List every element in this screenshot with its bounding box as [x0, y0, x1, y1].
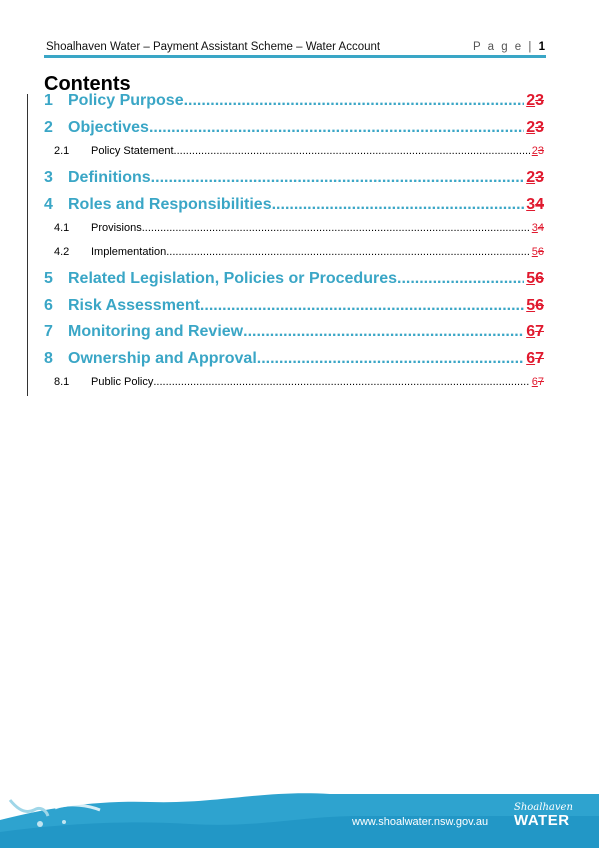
toc-page-inserted: 3: [531, 222, 538, 234]
toc-page-deleted: 7: [535, 323, 544, 340]
toc-entry-title[interactable]: Ownership and Approval: [68, 349, 257, 367]
toc-entry-number: 4: [44, 195, 53, 213]
toc-entry[interactable]: [44, 350, 544, 377]
toc-entry-number: 2: [44, 118, 53, 136]
toc-entry-title[interactable]: Related Legislation, Policies or Procedures: [68, 270, 397, 287]
toc-entry[interactable]: [44, 270, 544, 297]
toc-page-inserted: 2: [531, 145, 538, 157]
toc-entry-number: 8.1: [54, 376, 70, 388]
toc-leader-dots: [142, 222, 530, 234]
toc-page-deleted: 4: [535, 195, 544, 213]
toc-page-deleted: 3: [537, 145, 544, 157]
toc-page-ref[interactable]: [524, 119, 544, 137]
toc-page-deleted: 6: [535, 296, 544, 314]
toc-page-ref[interactable]: [530, 376, 544, 388]
toc-page-ref[interactable]: [524, 350, 544, 368]
toc-page-ref[interactable]: [524, 323, 544, 341]
toc-page-inserted: 2: [526, 118, 536, 136]
toc-entry[interactable]: [44, 246, 544, 270]
toc-entry-number: 7: [44, 323, 53, 340]
toc-entry[interactable]: [44, 297, 544, 324]
toc-entry[interactable]: [44, 169, 544, 196]
toc-leader-dots: [184, 92, 525, 110]
toc-leader-dots: [200, 297, 524, 315]
toc-leader-dots: [174, 145, 530, 157]
page-label: P a g e |: [472, 41, 534, 53]
toc-entry-number: 4.2: [54, 246, 70, 258]
toc-entry-title[interactable]: Provisions: [91, 222, 142, 234]
toc-leader-dots: [397, 270, 524, 288]
toc-page-inserted: 5: [526, 270, 536, 287]
toc-page-inserted: 5: [526, 296, 536, 314]
toc-entry-number: 8: [44, 349, 53, 367]
toc-entry-number: 1: [44, 92, 53, 109]
toc-entry-title[interactable]: Policy Purpose: [68, 92, 184, 109]
toc-page-inserted: 6: [526, 349, 536, 367]
page-footer: [0, 780, 599, 848]
revision-change-bar: [27, 94, 28, 396]
toc-entry[interactable]: [44, 323, 544, 350]
toc-entry-title[interactable]: Policy Statement: [91, 145, 174, 157]
toc-page-deleted: 3: [535, 118, 544, 136]
toc-page-inserted: 6: [526, 323, 536, 340]
toc-page-ref[interactable]: [530, 145, 544, 157]
toc-page-ref[interactable]: [524, 169, 544, 187]
toc-entry[interactable]: [44, 196, 544, 223]
toc-entry-title[interactable]: Objectives: [68, 118, 149, 136]
toc-entry-number: 3: [44, 169, 53, 186]
footer-website-link[interactable]: www.shoalwater.nsw.gov.au: [352, 816, 489, 828]
toc-leader-dots: [153, 376, 529, 388]
toc-entry-number: 4.1: [54, 222, 70, 234]
toc-page-deleted: 7: [537, 376, 544, 388]
toc-entry-number: 6: [44, 296, 53, 314]
shoalhaven-water-logo: Shoalhaven WATER: [514, 802, 573, 829]
toc-entry[interactable]: [44, 92, 544, 119]
toc-page-ref[interactable]: [524, 92, 544, 110]
toc-entry-title[interactable]: Implementation: [91, 246, 167, 258]
header-divider: [44, 55, 546, 58]
toc-entry-number: 2.1: [54, 145, 70, 157]
toc-leader-dots: [257, 350, 524, 368]
toc-page-deleted: 3: [535, 92, 544, 109]
toc-page-deleted: 3: [535, 169, 544, 186]
page-header: [46, 35, 545, 53]
toc-entry-number: 5: [44, 270, 53, 287]
toc-leader-dots: [151, 169, 525, 187]
toc-entry[interactable]: [44, 119, 544, 146]
toc-entry-title[interactable]: Risk Assessment: [68, 296, 200, 314]
footer-wave-graphic: [0, 780, 599, 848]
toc-page-deleted: 7: [535, 349, 544, 367]
toc-leader-dots: [166, 246, 530, 258]
toc-page-inserted: 5: [531, 246, 538, 258]
contents-heading: Contents: [44, 73, 131, 95]
toc-page-inserted: 2: [526, 92, 536, 109]
toc-page-inserted: 6: [531, 376, 538, 388]
document-title: Shoalhaven Water – Payment Assistant Scheme – Water Account: [46, 41, 381, 53]
toc-entry-title[interactable]: Definitions: [68, 169, 151, 186]
toc-page-deleted: 4: [537, 222, 544, 234]
toc-entry-title[interactable]: Roles and Responsibilities: [68, 195, 272, 213]
table-of-contents: [44, 92, 544, 400]
toc-page-ref[interactable]: [524, 297, 544, 315]
toc-entry-title[interactable]: Monitoring and Review: [68, 323, 244, 340]
toc-page-inserted: 3: [526, 195, 536, 213]
toc-leader-dots: [272, 196, 525, 214]
toc-page-ref[interactable]: [530, 222, 544, 234]
toc-entry-title[interactable]: Public Policy: [91, 376, 154, 388]
page-number: 1: [538, 41, 545, 53]
toc-page-ref[interactable]: [524, 270, 544, 288]
toc-page-ref[interactable]: [530, 246, 544, 258]
toc-page-deleted: 6: [537, 246, 544, 258]
toc-leader-dots: [243, 323, 524, 341]
toc-page-ref[interactable]: [524, 196, 544, 214]
toc-leader-dots: [149, 119, 524, 137]
toc-page-inserted: 2: [526, 169, 536, 186]
toc-page-deleted: 6: [535, 270, 544, 287]
toc-entry[interactable]: [44, 376, 544, 400]
toc-entry[interactable]: [44, 222, 544, 246]
toc-entry[interactable]: [44, 145, 544, 169]
page-indicator: [473, 41, 545, 53]
